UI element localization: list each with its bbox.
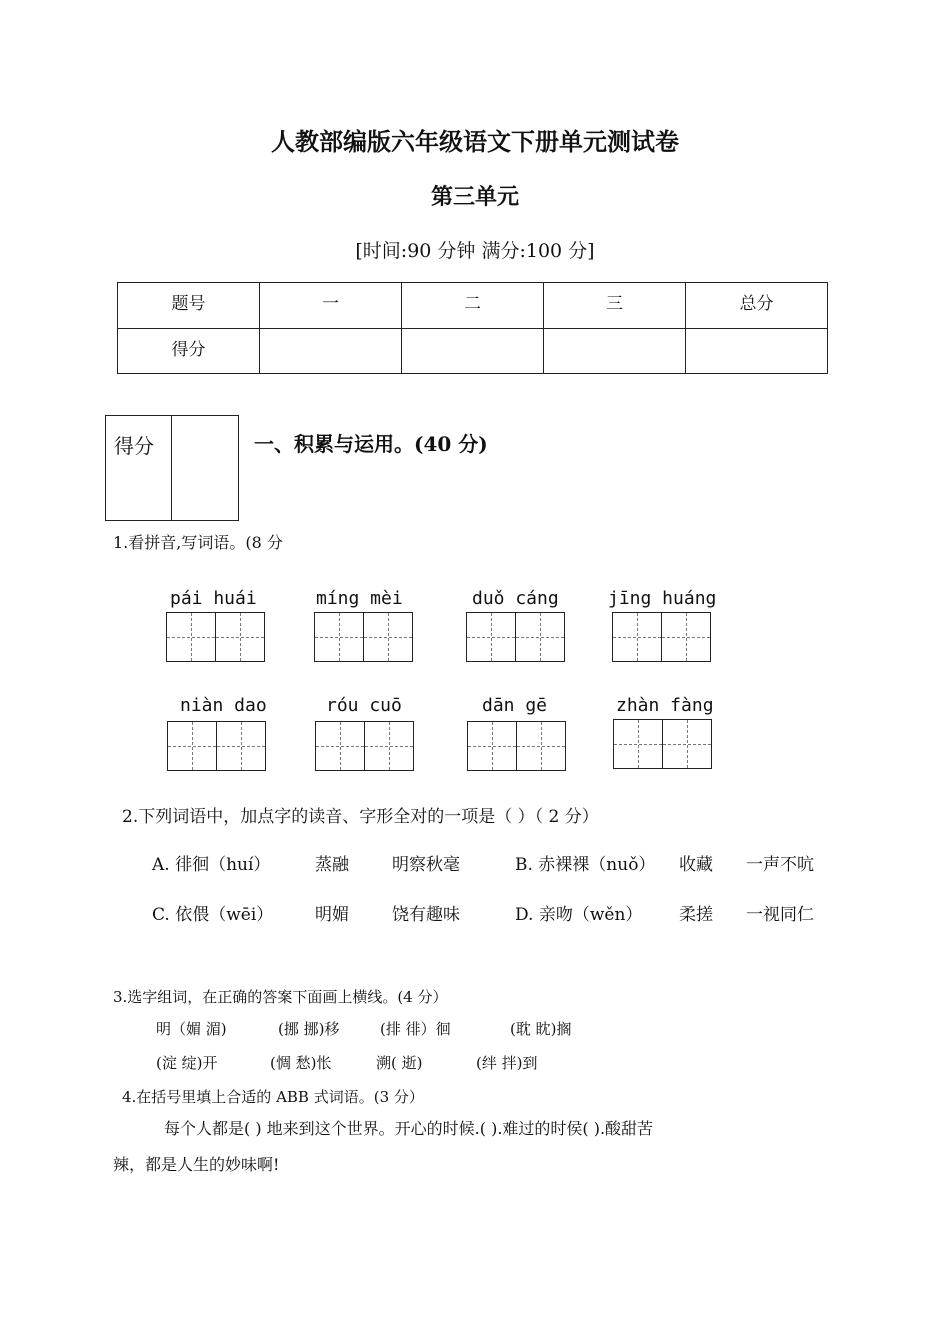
score-cell[interactable]: [544, 328, 686, 374]
choice-item[interactable]: (惆 愁)怅: [270, 1054, 332, 1072]
page-title: 人教部编版六年级语文下册单元测试卷: [271, 127, 679, 156]
choice-item[interactable]: 溯( 逝): [376, 1054, 423, 1072]
writing-grid[interactable]: [167, 721, 264, 771]
writing-grid[interactable]: [612, 612, 709, 662]
pinyin-label: jīng huáng: [608, 588, 717, 609]
writing-grid[interactable]: [166, 612, 263, 662]
pinyin-label: pái huái: [170, 588, 257, 609]
fill-blank-text: 辣，都是人生的妙味啊!: [113, 1155, 280, 1174]
option-b-word: 收藏: [679, 855, 713, 875]
choice-item[interactable]: (绊 拌)到: [476, 1054, 538, 1072]
pinyin-label: duǒ cáng: [472, 588, 559, 609]
score-cell[interactable]: [686, 328, 828, 374]
section-heading: 一、积累与运用。(40 分): [254, 432, 488, 456]
table-header: 总分: [686, 283, 828, 329]
choice-item[interactable]: (淀 绽)开: [156, 1054, 218, 1072]
table-header: 三: [544, 283, 686, 329]
option-a[interactable]: A. 徘徊（huí）: [152, 855, 271, 875]
score-table: [117, 282, 828, 374]
pinyin-label: dān gē: [482, 695, 548, 716]
option-c-word: 明媚: [315, 905, 349, 925]
score-box-label: 得分: [114, 434, 154, 458]
table-header: 二: [402, 283, 544, 329]
writing-grid[interactable]: [467, 721, 564, 771]
table-header: 题号: [118, 283, 260, 329]
time-info: [时间:90 分钟 满分:100 分]: [355, 240, 595, 262]
option-d-word: 一视同仁: [746, 905, 814, 925]
section-score-box: [105, 415, 239, 521]
score-cell[interactable]: [402, 328, 544, 374]
option-d[interactable]: D. 亲吻（wěn）: [515, 905, 643, 925]
pinyin-label: míng mèi: [316, 588, 403, 609]
option-a-word: 蒸融: [315, 855, 349, 875]
question-2: 2.下列词语中，加点字的读音、字形全对的一项是（ ）（ 2 分）: [122, 807, 599, 827]
table-row: [118, 328, 828, 374]
choice-item[interactable]: (耽 眈)搁: [510, 1020, 572, 1038]
table-header: 一: [260, 283, 402, 329]
question-1: 1.看拼音,写词语。(8 分: [113, 533, 283, 552]
score-cell[interactable]: [260, 328, 402, 374]
row-label: 得分: [118, 328, 260, 374]
pinyin-label: niàn dao: [180, 695, 267, 716]
divider: [171, 416, 172, 520]
pinyin-label: zhàn fàng: [616, 695, 714, 716]
option-d-word: 柔搓: [679, 905, 713, 925]
question-3: 3.选字组词，在正确的答案下面画上横线。(4 分）: [113, 988, 448, 1006]
writing-grid[interactable]: [315, 721, 412, 771]
writing-grid[interactable]: [466, 612, 563, 662]
choice-item[interactable]: (挪 挪)移: [278, 1020, 340, 1038]
pinyin-label: róu cuō: [326, 695, 402, 716]
option-c-word: 饶有趣味: [392, 905, 460, 925]
choice-item[interactable]: (排 徘）徊: [380, 1020, 451, 1038]
table-row: [118, 283, 828, 329]
question-4: 4.在括号里填上合适的 ABB 式词语。(3 分）: [122, 1088, 424, 1106]
unit-title: 第三单元: [430, 184, 519, 210]
option-a-word: 明察秋毫: [392, 855, 460, 875]
option-b[interactable]: B. 赤裸裸（nuǒ）: [515, 855, 656, 875]
writing-grid[interactable]: [314, 612, 411, 662]
fill-blank-text[interactable]: 每个人都是( ) 地来到这个世界。开心的时候.( ).难过的时侯( ).酸甜苦: [164, 1119, 654, 1138]
option-c[interactable]: C. 依偎（wēi）: [152, 905, 274, 925]
option-b-word: 一声不吭: [746, 855, 814, 875]
choice-item[interactable]: 明（媚 湄): [156, 1020, 227, 1038]
writing-grid[interactable]: [613, 719, 710, 769]
